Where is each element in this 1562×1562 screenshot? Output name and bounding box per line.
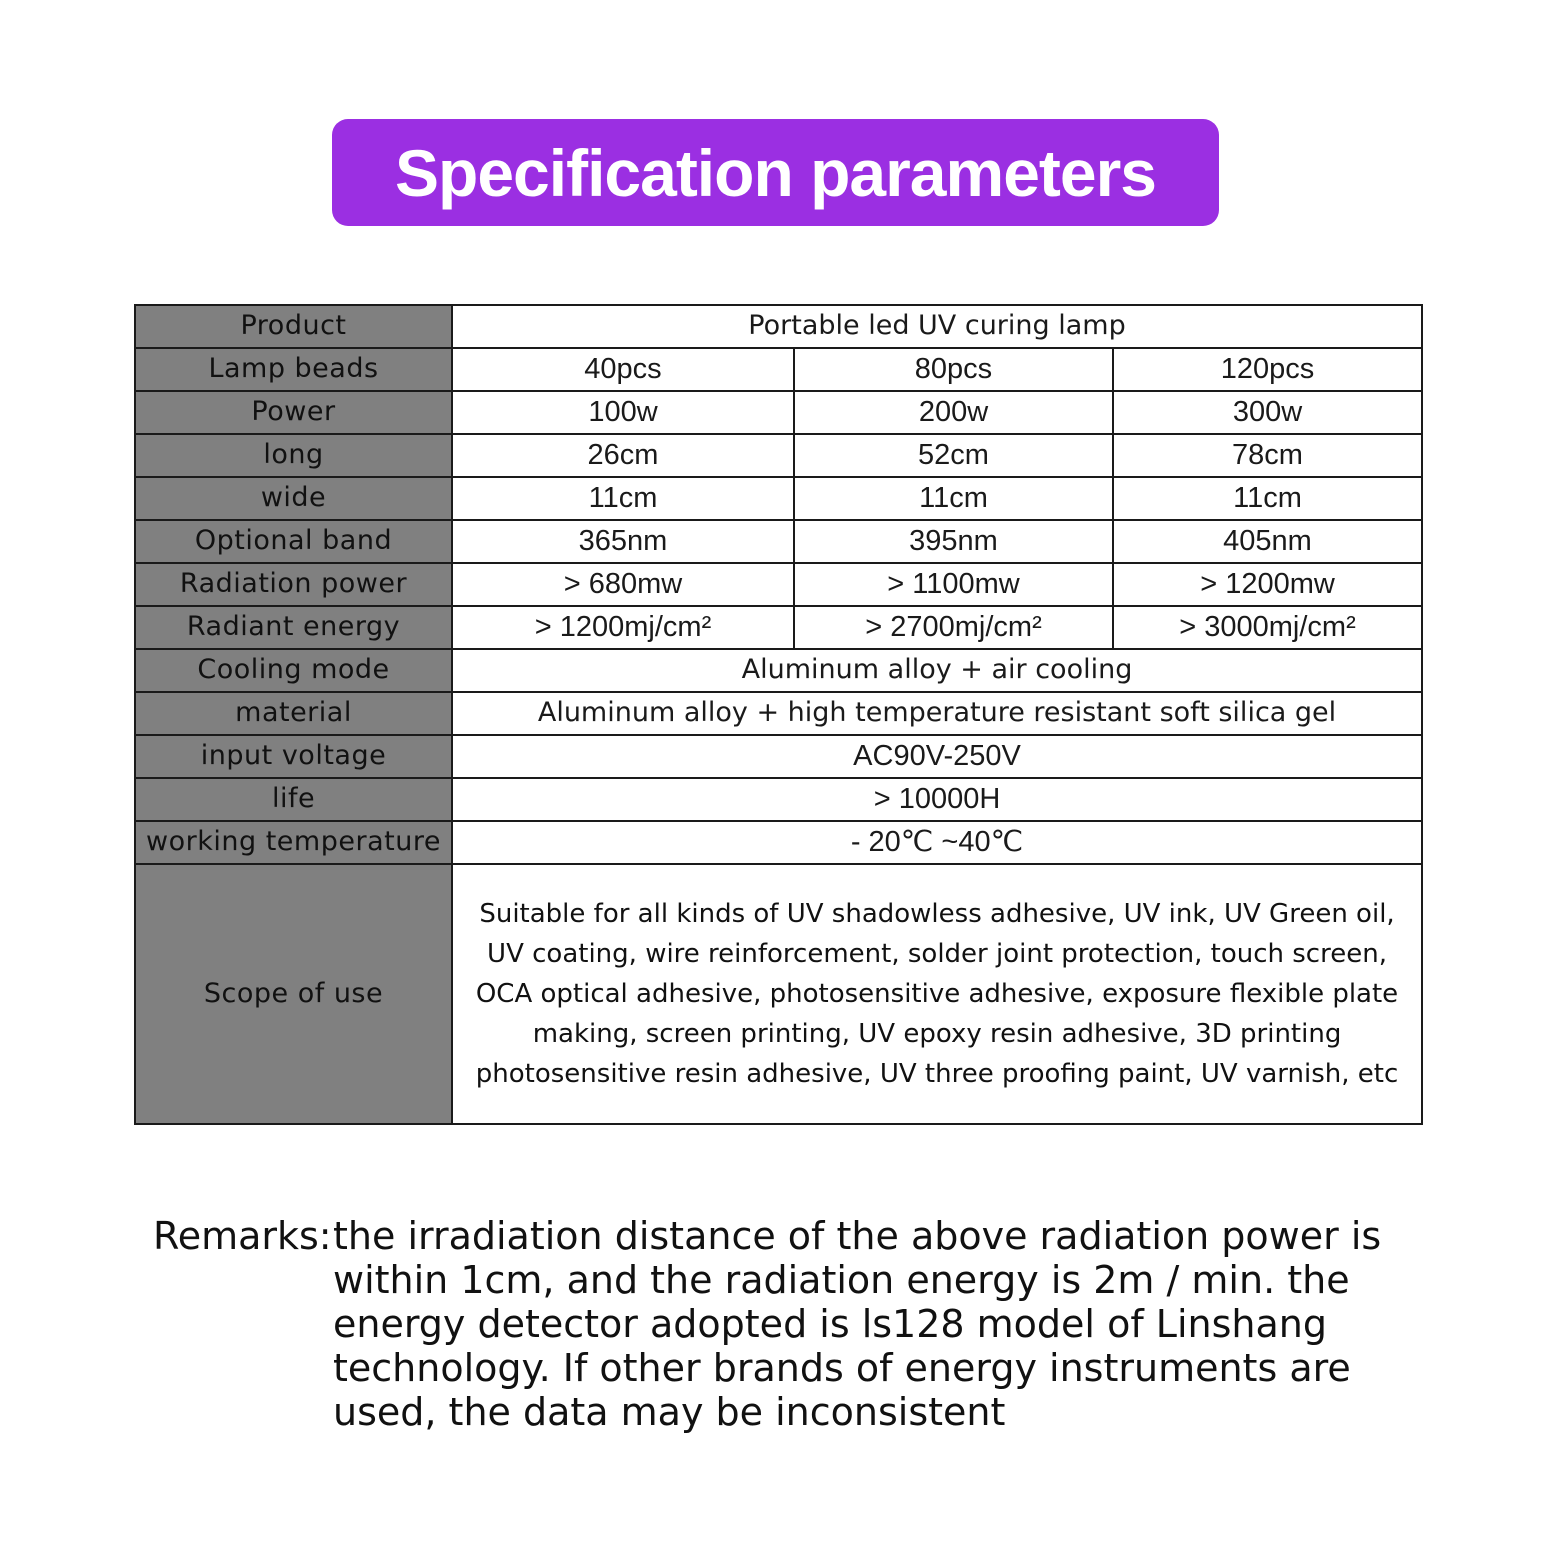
row-value-40: 100w — [452, 391, 794, 434]
table-row-life — [135, 778, 1422, 821]
row-label: Optional band — [135, 520, 452, 563]
row-label: material — [135, 692, 452, 735]
row-value-120: > 3000mj/cm² — [1113, 606, 1422, 649]
row-label: Cooling mode — [135, 649, 452, 692]
row-label: Radiant energy — [135, 606, 452, 649]
row-label: Radiation power — [135, 563, 452, 606]
page-title: Specification parameters — [395, 135, 1156, 210]
table-row-long — [135, 434, 1422, 477]
table-row-material — [135, 692, 1422, 735]
table-row-scope-of-use — [135, 864, 1422, 1124]
row-value-80: 395nm — [794, 520, 1113, 563]
row-value-80: 11cm — [794, 477, 1113, 520]
table-row-lamp-beads — [135, 348, 1422, 391]
row-label: Power — [135, 391, 452, 434]
specification-table — [134, 304, 1423, 1125]
row-label: Lamp beads — [135, 348, 452, 391]
row-value-40: 40pcs — [452, 348, 794, 391]
table-row-working-temperature — [135, 821, 1422, 864]
row-value-80: 200w — [794, 391, 1113, 434]
row-value-40: > 680mw — [452, 563, 794, 606]
remarks-text: the irradiation distance of the above radiation power is within 1cm, and the radiation energy is 2m / min. the energy detector adopted is ls128 model of Linshang technology. If other brands of energy instruments are used, the data may be inconsistent — [333, 1214, 1382, 1434]
row-value-120: 405nm — [1113, 520, 1422, 563]
table-row-radiant-energy — [135, 606, 1422, 649]
row-value-80: 80pcs — [794, 348, 1113, 391]
title-banner — [332, 119, 1219, 226]
row-label: long — [135, 434, 452, 477]
table-row-power — [135, 391, 1422, 434]
row-label: input voltage — [135, 735, 452, 778]
row-label: Scope of use — [135, 864, 452, 1124]
row-value-40: > 1200mj/cm² — [452, 606, 794, 649]
row-label: working temperature — [135, 821, 452, 864]
row-value-80: 52cm — [794, 434, 1113, 477]
remarks-label: Remarks: — [153, 1214, 332, 1258]
table-row-optional-band — [135, 520, 1422, 563]
row-value-120: 120pcs — [1113, 348, 1422, 391]
row-label: Product — [135, 305, 452, 348]
row-value-80: > 1100mw — [794, 563, 1113, 606]
row-value-120: 78cm — [1113, 434, 1422, 477]
row-value: Aluminum alloy + air cooling — [452, 649, 1422, 692]
table-row-radiation-power — [135, 563, 1422, 606]
row-label: life — [135, 778, 452, 821]
table-row-input-voltage — [135, 735, 1422, 778]
row-value-120: > 1200mw — [1113, 563, 1422, 606]
row-value: > 10000H — [452, 778, 1422, 821]
table-row-cooling-mode — [135, 649, 1422, 692]
row-value-120: 11cm — [1113, 477, 1422, 520]
row-value-120: 300w — [1113, 391, 1422, 434]
row-value: AC90V-250V — [452, 735, 1422, 778]
row-value: Portable led UV curing lamp — [452, 305, 1422, 348]
row-value: - 20℃ ~40℃ — [452, 821, 1422, 864]
row-label: wide — [135, 477, 452, 520]
row-value-80: > 2700mj/cm² — [794, 606, 1113, 649]
row-value-40: 365nm — [452, 520, 794, 563]
row-value-40: 11cm — [452, 477, 794, 520]
table-row-product — [135, 305, 1422, 348]
remarks-note — [153, 1214, 1443, 1434]
row-value: Suitable for all kinds of UV shadowless adhesive, UV ink, UV Green oil, UV coating, wire reinforcement, solder joint protection, touch screen, OCA optical adhesive, photosensitive adhesive, exposure flexible plate making, screen printing, UV epoxy resin adhesive, 3D printing photosensitive resin adhesive, UV three proofing paint, UV varnish, etc — [452, 864, 1422, 1124]
row-value-40: 26cm — [452, 434, 794, 477]
row-value: Aluminum alloy + high temperature resistant soft silica gel — [452, 692, 1422, 735]
table-row-wide — [135, 477, 1422, 520]
